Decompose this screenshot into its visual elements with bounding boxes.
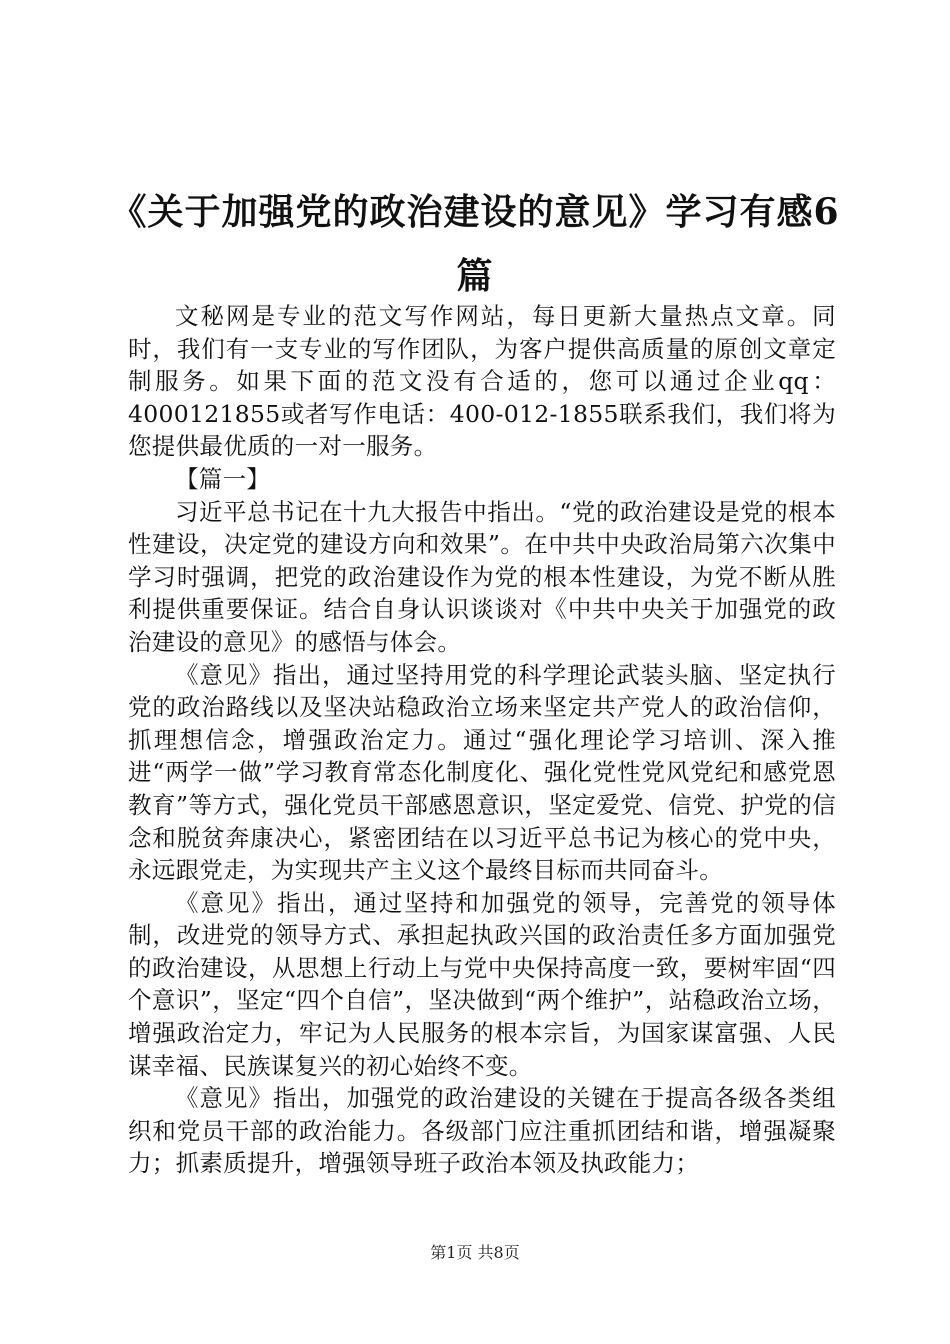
section-heading-part-one: 【篇一】 (175, 464, 271, 493)
body-paragraph: 《意见》指出，加强党的政治建设的关键在于提高各级各类组织和党员干部的政治能力。各级部门应注重抓团结和谐，增强凝聚力；抓素质提升，增强领导班子政治本领及执政能力； (128, 1084, 836, 1178)
document-title: 《关于加强党的政治建设的意见》学习有感6篇 (110, 191, 840, 297)
intro-paragraph: 文秘网是专业的范文写作网站，每日更新大量热点文章。同时，我们有一支专业的写作团队，为客户提供高质量的原创文章定制服务。如果下面的范文没有合适的，您可以通过企业qq：4000121855或者写作电话：400-012-1855联系我们，我们将为您提供最优质的一对一服务。 (128, 302, 836, 461)
body-paragraph: 习近平总书记在十九大报告中指出。“党的政治建设是党的根本性建设，决定党的建设方向和效果”。在中共中央政治局第六次集中学习时强调，把党的政治建设作为党的根本性建设，为党不断从胜利提供重要保证。结合自身认识谈谈对《中共中央关于加强党的政治建设的意见》的感悟与体会。 (128, 497, 836, 656)
page-footer: 第1页 共8页 (430, 1243, 520, 1262)
document-body (128, 300, 836, 1180)
body-paragraph: 《意见》指出，通过坚持用党的科学理论武装头脑、坚定执行党的政治路线以及坚决站稳政治立场来坚定共产党人的政治信仰，抓理想信念，增强政治定力。通过“强化理论学习培训、深入推进“两学一做”学习教育常态化制度化、强化党性党风党纪和感党恩教育”等方式，强化党员干部感恩意识，坚定爱党、信党、护党的信念和脱贫奔康决心，紧密团结在以习近平总书记为核心的党中央，永远跟党走，为实现共产主义这个最终目标而共同奋斗。 (128, 660, 836, 885)
body-paragraph: 《意见》指出，通过坚持和加强党的领导，完善党的领导体制，改进党的领导方式、承担起执政兴国的政治责任多方面加强党的政治建设，从思想上行动上与党中央保持高度一致，要树牢固“四个意识”，坚定“四个自信”，坚决做到“两个维护”，站稳政治立场，增强政治定力，牢记为人民服务的根本宗旨，为国家谋富强、人民谋幸福、民族谋复兴的初心始终不变。 (128, 888, 836, 1080)
